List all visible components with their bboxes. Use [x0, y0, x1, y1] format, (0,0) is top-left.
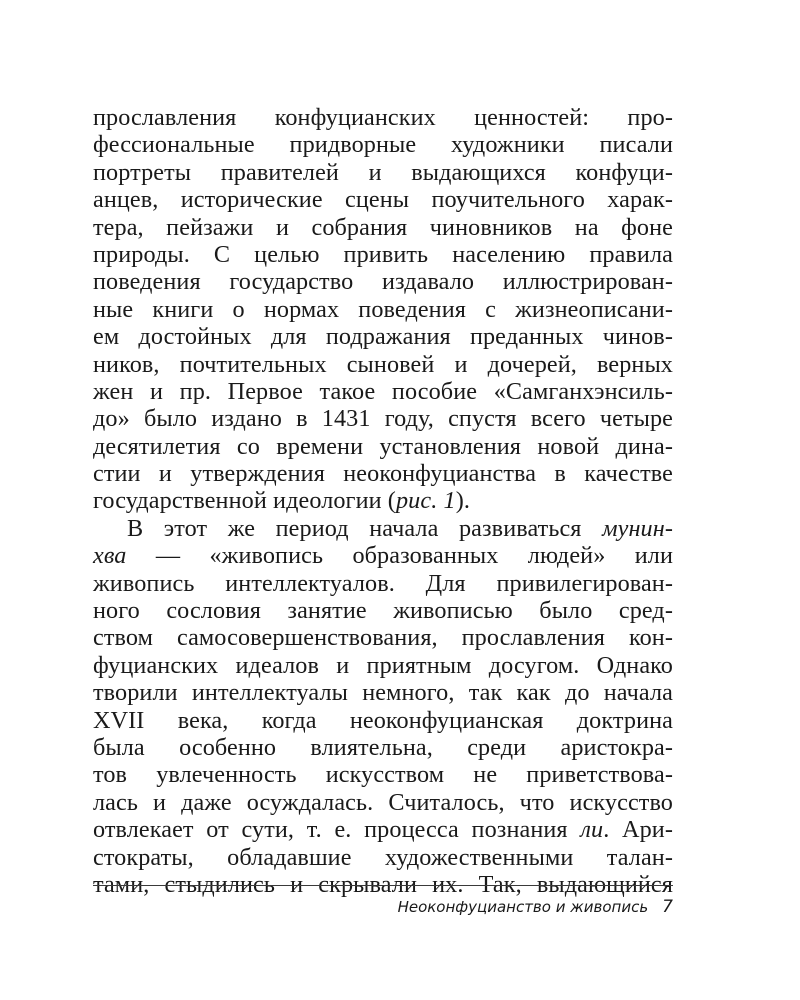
text-run: отвлекает от сути, т. е. процесса познания: [93, 816, 581, 844]
text-run: . Ари-: [603, 816, 673, 844]
term-italic: ли: [580, 816, 604, 844]
text-line: до» было издано в 1431 году, спустя всего четыре: [93, 405, 673, 433]
footer-rule: [93, 885, 673, 886]
text-line: фессиональные придворные художники писали: [93, 131, 673, 159]
page-number: 7: [662, 897, 673, 917]
text-line: [93, 542, 673, 569]
text-line: фуцианских идеалов и приятным досугом. Однако: [93, 651, 673, 679]
text-line: портреты правителей и выдающихся конфуци-: [93, 158, 673, 186]
text-line: ством самосовершенствования, прославления кон-: [93, 624, 673, 652]
term-italic: хва: [93, 542, 127, 570]
text-line: жен и пр. Первое такое пособие «Самганхэнсиль-: [93, 377, 673, 405]
text-line: творили интеллектуалы немного, так как до начала: [93, 679, 673, 707]
text-line-paragraph-end: [93, 487, 673, 514]
body-text: [93, 104, 673, 898]
text-line: ников, почтительных сыновей и дочерей, верных: [93, 350, 673, 378]
text-line: [93, 816, 673, 843]
text-run: государственной идеологии (: [93, 487, 396, 515]
text-line: была особенно влиятельна, среди аристокра-: [93, 733, 673, 761]
text-line: прославления конфуцианских ценностей: про-: [93, 104, 673, 131]
text-line: лась и даже осуждалась. Считалось, что искусство: [93, 788, 673, 816]
text-line: стии и утверждения неоконфуцианства в качестве: [93, 460, 673, 488]
text-line: ем достойных для подражания преданных чинов-: [93, 323, 673, 351]
figure-reference: рис. 1: [395, 487, 456, 515]
text-line: десятилетия со времени установления новой дина-: [93, 432, 673, 460]
text-line: поведения государство издавало иллюстрирован-: [93, 268, 673, 296]
text-run: В этот же период начала развиваться: [127, 514, 603, 542]
text-line: тера, пейзажи и собрания чиновников на фоне: [93, 213, 673, 241]
running-footer: [398, 897, 673, 917]
text-line: живопись интеллектуалов. Для привилегирован-: [93, 569, 673, 597]
running-title: Неоконфуцианство и живопись: [397, 898, 649, 916]
text-run: ).: [455, 487, 470, 515]
text-line: тов увлеченность искусством не приветствова-: [93, 761, 673, 789]
text-line: тами, стыдились и скрывали их. Так, выдающийся: [93, 870, 673, 898]
text-line: стократы, обладавшие художественными талан-: [93, 843, 673, 871]
text-line: XVII века, когда неоконфуцианская доктрина: [93, 706, 673, 734]
term-italic: мунин-: [602, 514, 673, 542]
text-line: ного сословия занятие живописью было сред-: [93, 597, 673, 625]
text-line: природы. С целью привить населению правила: [93, 240, 673, 268]
text-line-paragraph-start: [93, 515, 673, 542]
text-line: анцев, исторические сцены поучительного харак-: [93, 186, 673, 214]
text-run: — «живопись образованных людей» или: [126, 542, 673, 570]
text-line: ные книги о нормах поведения с жизнеописани-: [93, 295, 673, 323]
